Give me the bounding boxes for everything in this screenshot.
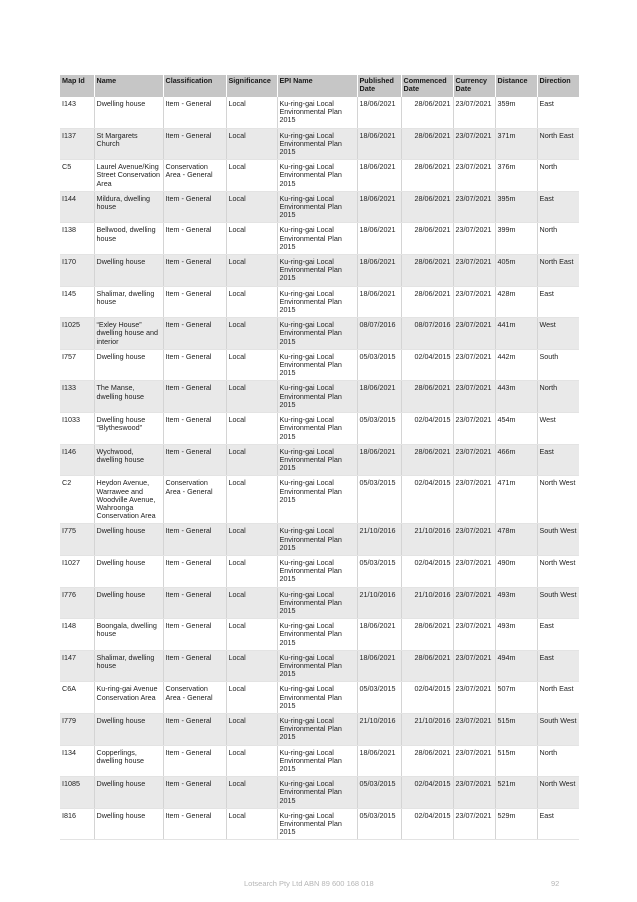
cell-published-date: 05/03/2015 — [357, 682, 401, 714]
cell-significance: Local — [226, 191, 277, 223]
cell-map-id: I138 — [60, 223, 94, 255]
cell-epi-name: Ku-ring-gai Local Environmental Plan 2015 — [277, 318, 357, 350]
cell-published-date: 05/03/2015 — [357, 555, 401, 587]
cell-name: Dwelling house — [94, 555, 163, 587]
cell-distance: 443m — [495, 381, 537, 413]
table-row — [60, 128, 579, 160]
cell-significance: Local — [226, 524, 277, 556]
header-direction: Direction — [537, 75, 579, 97]
cell-direction: South — [537, 349, 579, 381]
cell-epi-name: Ku-ring-gai Local Environmental Plan 2015 — [277, 128, 357, 160]
cell-epi-name: Ku-ring-gai Local Environmental Plan 2015 — [277, 223, 357, 255]
cell-significance: Local — [226, 555, 277, 587]
cell-currency-date: 23/07/2021 — [453, 191, 495, 223]
cell-classification: Item - General — [163, 128, 226, 160]
cell-significance: Local — [226, 587, 277, 619]
cell-direction: East — [537, 286, 579, 318]
cell-currency-date: 23/07/2021 — [453, 128, 495, 160]
cell-classification: Item - General — [163, 619, 226, 651]
cell-published-date: 18/06/2021 — [357, 619, 401, 651]
cell-commenced-date: 02/04/2015 — [401, 777, 453, 809]
cell-classification: Item - General — [163, 97, 226, 128]
cell-commenced-date: 21/10/2016 — [401, 524, 453, 556]
header-epi-name: EPI Name — [277, 75, 357, 97]
cell-map-id: C5 — [60, 160, 94, 192]
cell-commenced-date: 28/06/2021 — [401, 745, 453, 777]
header-published-date: Published Date — [357, 75, 401, 97]
cell-name: Dwelling house — [94, 349, 163, 381]
cell-epi-name: Ku-ring-gai Local Environmental Plan 2015 — [277, 682, 357, 714]
cell-distance: 507m — [495, 682, 537, 714]
cell-name: Dwelling house — [94, 97, 163, 128]
cell-name: St Margarets Church — [94, 128, 163, 160]
cell-epi-name: Ku-ring-gai Local Environmental Plan 2015 — [277, 713, 357, 745]
cell-name: Bellwood, dwelling house — [94, 223, 163, 255]
cell-direction: North East — [537, 682, 579, 714]
cell-significance: Local — [226, 223, 277, 255]
cell-epi-name: Ku-ring-gai Local Environmental Plan 2015 — [277, 555, 357, 587]
cell-published-date: 18/06/2021 — [357, 128, 401, 160]
cell-distance: 493m — [495, 587, 537, 619]
cell-classification: Conservation Area - General — [163, 476, 226, 524]
cell-epi-name: Ku-ring-gai Local Environmental Plan 2015 — [277, 808, 357, 840]
cell-published-date: 18/06/2021 — [357, 381, 401, 413]
cell-published-date: 08/07/2016 — [357, 318, 401, 350]
cell-currency-date: 23/07/2021 — [453, 286, 495, 318]
cell-map-id: I776 — [60, 587, 94, 619]
cell-currency-date: 23/07/2021 — [453, 255, 495, 287]
table-row — [60, 476, 579, 524]
cell-distance: 359m — [495, 97, 537, 128]
cell-map-id: I137 — [60, 128, 94, 160]
cell-significance: Local — [226, 413, 277, 445]
cell-direction: East — [537, 444, 579, 476]
cell-name: Boongala, dwelling house — [94, 619, 163, 651]
cell-map-id: I1025 — [60, 318, 94, 350]
cell-epi-name: Ku-ring-gai Local Environmental Plan 2015 — [277, 650, 357, 682]
cell-name: Heydon Avenue, Warrawee and Woodville Avenue, Wahroonga Conservation Area — [94, 476, 163, 524]
cell-map-id: I144 — [60, 191, 94, 223]
cell-map-id: I148 — [60, 619, 94, 651]
table-row — [60, 713, 579, 745]
cell-commenced-date: 28/06/2021 — [401, 286, 453, 318]
cell-distance: 376m — [495, 160, 537, 192]
cell-significance: Local — [226, 682, 277, 714]
table-row — [60, 808, 579, 840]
table-row — [60, 682, 579, 714]
cell-map-id: C6A — [60, 682, 94, 714]
cell-significance: Local — [226, 444, 277, 476]
cell-currency-date: 23/07/2021 — [453, 223, 495, 255]
cell-direction: South West — [537, 524, 579, 556]
cell-map-id: I145 — [60, 286, 94, 318]
cell-significance: Local — [226, 160, 277, 192]
cell-name: Dwelling house — [94, 777, 163, 809]
cell-significance: Local — [226, 97, 277, 128]
cell-classification: Item - General — [163, 524, 226, 556]
cell-currency-date: 23/07/2021 — [453, 682, 495, 714]
cell-commenced-date: 02/04/2015 — [401, 808, 453, 840]
cell-name: Dwelling house — [94, 587, 163, 619]
cell-name: Dwelling house — [94, 524, 163, 556]
cell-significance: Local — [226, 476, 277, 524]
cell-distance: 515m — [495, 713, 537, 745]
cell-direction: East — [537, 97, 579, 128]
cell-distance: 371m — [495, 128, 537, 160]
footer-company: Lotsearch Pty Ltd ABN 89 600 168 018 — [244, 879, 374, 888]
cell-direction: South West — [537, 587, 579, 619]
cell-map-id: I816 — [60, 808, 94, 840]
header-significance: Significance — [226, 75, 277, 97]
cell-published-date: 18/06/2021 — [357, 286, 401, 318]
cell-map-id: I1085 — [60, 777, 94, 809]
cell-direction: North West — [537, 777, 579, 809]
cell-commenced-date: 28/06/2021 — [401, 160, 453, 192]
header-commenced-date: Commenced Date — [401, 75, 453, 97]
cell-map-id: I1033 — [60, 413, 94, 445]
cell-distance: 529m — [495, 808, 537, 840]
cell-published-date: 18/06/2021 — [357, 160, 401, 192]
cell-currency-date: 23/07/2021 — [453, 349, 495, 381]
cell-epi-name: Ku-ring-gai Local Environmental Plan 2015 — [277, 381, 357, 413]
cell-name: “Exley House” dwelling house and interior — [94, 318, 163, 350]
cell-currency-date: 23/07/2021 — [453, 413, 495, 445]
cell-significance: Local — [226, 128, 277, 160]
cell-direction: East — [537, 619, 579, 651]
cell-classification: Item - General — [163, 713, 226, 745]
header-name: Name — [94, 75, 163, 97]
cell-classification: Item - General — [163, 808, 226, 840]
table-row — [60, 349, 579, 381]
cell-classification: Item - General — [163, 745, 226, 777]
cell-commenced-date: 28/06/2021 — [401, 223, 453, 255]
cell-currency-date: 23/07/2021 — [453, 713, 495, 745]
table-row — [60, 619, 579, 651]
cell-direction: North East — [537, 128, 579, 160]
cell-direction: East — [537, 191, 579, 223]
cell-significance: Local — [226, 349, 277, 381]
cell-epi-name: Ku-ring-gai Local Environmental Plan 2015 — [277, 619, 357, 651]
cell-distance: 515m — [495, 745, 537, 777]
cell-map-id: I779 — [60, 713, 94, 745]
cell-name: Laurel Avenue/King Street Conservation Area — [94, 160, 163, 192]
cell-classification: Item - General — [163, 381, 226, 413]
table-row — [60, 745, 579, 777]
cell-significance: Local — [226, 286, 277, 318]
cell-direction: North — [537, 745, 579, 777]
header-map-id: Map Id — [60, 75, 94, 97]
cell-distance: 471m — [495, 476, 537, 524]
cell-map-id: I170 — [60, 255, 94, 287]
cell-significance: Local — [226, 777, 277, 809]
table-row — [60, 650, 579, 682]
cell-name: Dwelling house — [94, 713, 163, 745]
cell-currency-date: 23/07/2021 — [453, 97, 495, 128]
cell-significance: Local — [226, 713, 277, 745]
cell-epi-name: Ku-ring-gai Local Environmental Plan 2015 — [277, 286, 357, 318]
cell-map-id: I133 — [60, 381, 94, 413]
table-row — [60, 286, 579, 318]
cell-direction: North West — [537, 476, 579, 524]
cell-direction: West — [537, 413, 579, 445]
table-row — [60, 777, 579, 809]
cell-direction: North West — [537, 555, 579, 587]
cell-distance: 478m — [495, 524, 537, 556]
cell-currency-date: 23/07/2021 — [453, 650, 495, 682]
cell-direction: North — [537, 381, 579, 413]
cell-epi-name: Ku-ring-gai Local Environmental Plan 2015 — [277, 476, 357, 524]
cell-classification: Item - General — [163, 587, 226, 619]
table-header-row — [60, 75, 579, 97]
cell-name: Ku-ring-gai Avenue Conservation Area — [94, 682, 163, 714]
cell-epi-name: Ku-ring-gai Local Environmental Plan 2015 — [277, 349, 357, 381]
cell-classification: Item - General — [163, 413, 226, 445]
cell-published-date: 18/06/2021 — [357, 223, 401, 255]
cell-commenced-date: 28/06/2021 — [401, 128, 453, 160]
cell-commenced-date: 02/04/2015 — [401, 413, 453, 445]
cell-epi-name: Ku-ring-gai Local Environmental Plan 2015 — [277, 745, 357, 777]
cell-epi-name: Ku-ring-gai Local Environmental Plan 2015 — [277, 413, 357, 445]
cell-name: The Manse, dwelling house — [94, 381, 163, 413]
table-row — [60, 223, 579, 255]
cell-published-date: 05/03/2015 — [357, 476, 401, 524]
cell-name: Shalimar, dwelling house — [94, 650, 163, 682]
cell-commenced-date: 02/04/2015 — [401, 349, 453, 381]
cell-commenced-date: 28/06/2021 — [401, 650, 453, 682]
cell-name: Shalimar, dwelling house — [94, 286, 163, 318]
cell-classification: Item - General — [163, 318, 226, 350]
cell-classification: Item - General — [163, 650, 226, 682]
cell-significance: Local — [226, 745, 277, 777]
cell-published-date: 21/10/2016 — [357, 524, 401, 556]
cell-currency-date: 23/07/2021 — [453, 318, 495, 350]
cell-epi-name: Ku-ring-gai Local Environmental Plan 2015 — [277, 444, 357, 476]
cell-map-id: I134 — [60, 745, 94, 777]
cell-currency-date: 23/07/2021 — [453, 777, 495, 809]
cell-map-id: I147 — [60, 650, 94, 682]
cell-significance: Local — [226, 650, 277, 682]
cell-distance: 399m — [495, 223, 537, 255]
table-row — [60, 255, 579, 287]
table-row — [60, 381, 579, 413]
cell-published-date: 05/03/2015 — [357, 349, 401, 381]
cell-distance: 521m — [495, 777, 537, 809]
cell-classification: Item - General — [163, 255, 226, 287]
cell-map-id: I775 — [60, 524, 94, 556]
cell-name: Mildura, dwelling house — [94, 191, 163, 223]
cell-distance: 493m — [495, 619, 537, 651]
cell-published-date: 18/06/2021 — [357, 444, 401, 476]
cell-published-date: 18/06/2021 — [357, 191, 401, 223]
cell-direction: West — [537, 318, 579, 350]
cell-currency-date: 23/07/2021 — [453, 619, 495, 651]
cell-classification: Conservation Area - General — [163, 682, 226, 714]
cell-distance: 490m — [495, 555, 537, 587]
table-body — [60, 97, 579, 840]
cell-commenced-date: 28/06/2021 — [401, 444, 453, 476]
cell-currency-date: 23/07/2021 — [453, 587, 495, 619]
cell-map-id: I757 — [60, 349, 94, 381]
cell-published-date: 18/06/2021 — [357, 650, 401, 682]
cell-classification: Item - General — [163, 223, 226, 255]
cell-published-date: 18/06/2021 — [357, 255, 401, 287]
cell-epi-name: Ku-ring-gai Local Environmental Plan 2015 — [277, 587, 357, 619]
cell-commenced-date: 28/06/2021 — [401, 191, 453, 223]
cell-map-id: I1027 — [60, 555, 94, 587]
cell-significance: Local — [226, 255, 277, 287]
cell-classification: Item - General — [163, 286, 226, 318]
cell-epi-name: Ku-ring-gai Local Environmental Plan 2015 — [277, 97, 357, 128]
cell-distance: 428m — [495, 286, 537, 318]
cell-distance: 454m — [495, 413, 537, 445]
cell-classification: Item - General — [163, 777, 226, 809]
cell-commenced-date: 28/06/2021 — [401, 255, 453, 287]
cell-direction: East — [537, 650, 579, 682]
document-page — [60, 75, 579, 840]
cell-currency-date: 23/07/2021 — [453, 381, 495, 413]
table-row — [60, 524, 579, 556]
cell-epi-name: Ku-ring-gai Local Environmental Plan 2015 — [277, 191, 357, 223]
cell-commenced-date: 28/06/2021 — [401, 619, 453, 651]
cell-direction: North — [537, 160, 579, 192]
cell-direction: East — [537, 808, 579, 840]
cell-published-date: 05/03/2015 — [357, 413, 401, 445]
cell-classification: Item - General — [163, 444, 226, 476]
cell-distance: 395m — [495, 191, 537, 223]
cell-name: Copperlings, dwelling house — [94, 745, 163, 777]
cell-published-date: 05/03/2015 — [357, 808, 401, 840]
table-row — [60, 444, 579, 476]
cell-direction: North East — [537, 255, 579, 287]
table-row — [60, 191, 579, 223]
cell-significance: Local — [226, 619, 277, 651]
cell-map-id: C2 — [60, 476, 94, 524]
cell-published-date: 21/10/2016 — [357, 587, 401, 619]
cell-name: Dwelling house — [94, 255, 163, 287]
cell-name: Dwelling house — [94, 808, 163, 840]
cell-commenced-date: 02/04/2015 — [401, 555, 453, 587]
table-row — [60, 413, 579, 445]
cell-map-id: I143 — [60, 97, 94, 128]
cell-classification: Item - General — [163, 349, 226, 381]
heritage-items-table — [60, 75, 579, 840]
cell-commenced-date: 02/04/2015 — [401, 476, 453, 524]
cell-commenced-date: 28/06/2021 — [401, 381, 453, 413]
cell-commenced-date: 28/06/2021 — [401, 97, 453, 128]
cell-direction: South West — [537, 713, 579, 745]
cell-currency-date: 23/07/2021 — [453, 160, 495, 192]
cell-epi-name: Ku-ring-gai Local Environmental Plan 2015 — [277, 524, 357, 556]
cell-direction: North — [537, 223, 579, 255]
footer-page-number: 92 — [551, 879, 560, 888]
cell-currency-date: 23/07/2021 — [453, 555, 495, 587]
header-distance: Distance — [495, 75, 537, 97]
cell-epi-name: Ku-ring-gai Local Environmental Plan 2015 — [277, 255, 357, 287]
table-row — [60, 97, 579, 128]
table-row — [60, 318, 579, 350]
cell-distance: 494m — [495, 650, 537, 682]
cell-currency-date: 23/07/2021 — [453, 524, 495, 556]
table-row — [60, 587, 579, 619]
cell-published-date: 21/10/2016 — [357, 713, 401, 745]
cell-distance: 405m — [495, 255, 537, 287]
cell-commenced-date: 02/04/2015 — [401, 682, 453, 714]
table-row — [60, 555, 579, 587]
cell-map-id: I146 — [60, 444, 94, 476]
cell-currency-date: 23/07/2021 — [453, 476, 495, 524]
cell-currency-date: 23/07/2021 — [453, 745, 495, 777]
cell-published-date: 18/06/2021 — [357, 745, 401, 777]
cell-commenced-date: 21/10/2016 — [401, 713, 453, 745]
cell-significance: Local — [226, 381, 277, 413]
cell-epi-name: Ku-ring-gai Local Environmental Plan 2015 — [277, 777, 357, 809]
cell-classification: Item - General — [163, 555, 226, 587]
cell-name: Wychwood, dwelling house — [94, 444, 163, 476]
table-row — [60, 160, 579, 192]
cell-name: Dwelling house “Blytheswood” — [94, 413, 163, 445]
cell-published-date: 18/06/2021 — [357, 97, 401, 128]
cell-currency-date: 23/07/2021 — [453, 808, 495, 840]
cell-distance: 441m — [495, 318, 537, 350]
cell-significance: Local — [226, 808, 277, 840]
cell-currency-date: 23/07/2021 — [453, 444, 495, 476]
cell-distance: 466m — [495, 444, 537, 476]
cell-commenced-date: 08/07/2016 — [401, 318, 453, 350]
header-currency-date: Currency Date — [453, 75, 495, 97]
cell-epi-name: Ku-ring-gai Local Environmental Plan 2015 — [277, 160, 357, 192]
cell-significance: Local — [226, 318, 277, 350]
cell-published-date: 05/03/2015 — [357, 777, 401, 809]
cell-classification: Conservation Area - General — [163, 160, 226, 192]
cell-distance: 442m — [495, 349, 537, 381]
header-classification: Classification — [163, 75, 226, 97]
cell-commenced-date: 21/10/2016 — [401, 587, 453, 619]
cell-classification: Item - General — [163, 191, 226, 223]
